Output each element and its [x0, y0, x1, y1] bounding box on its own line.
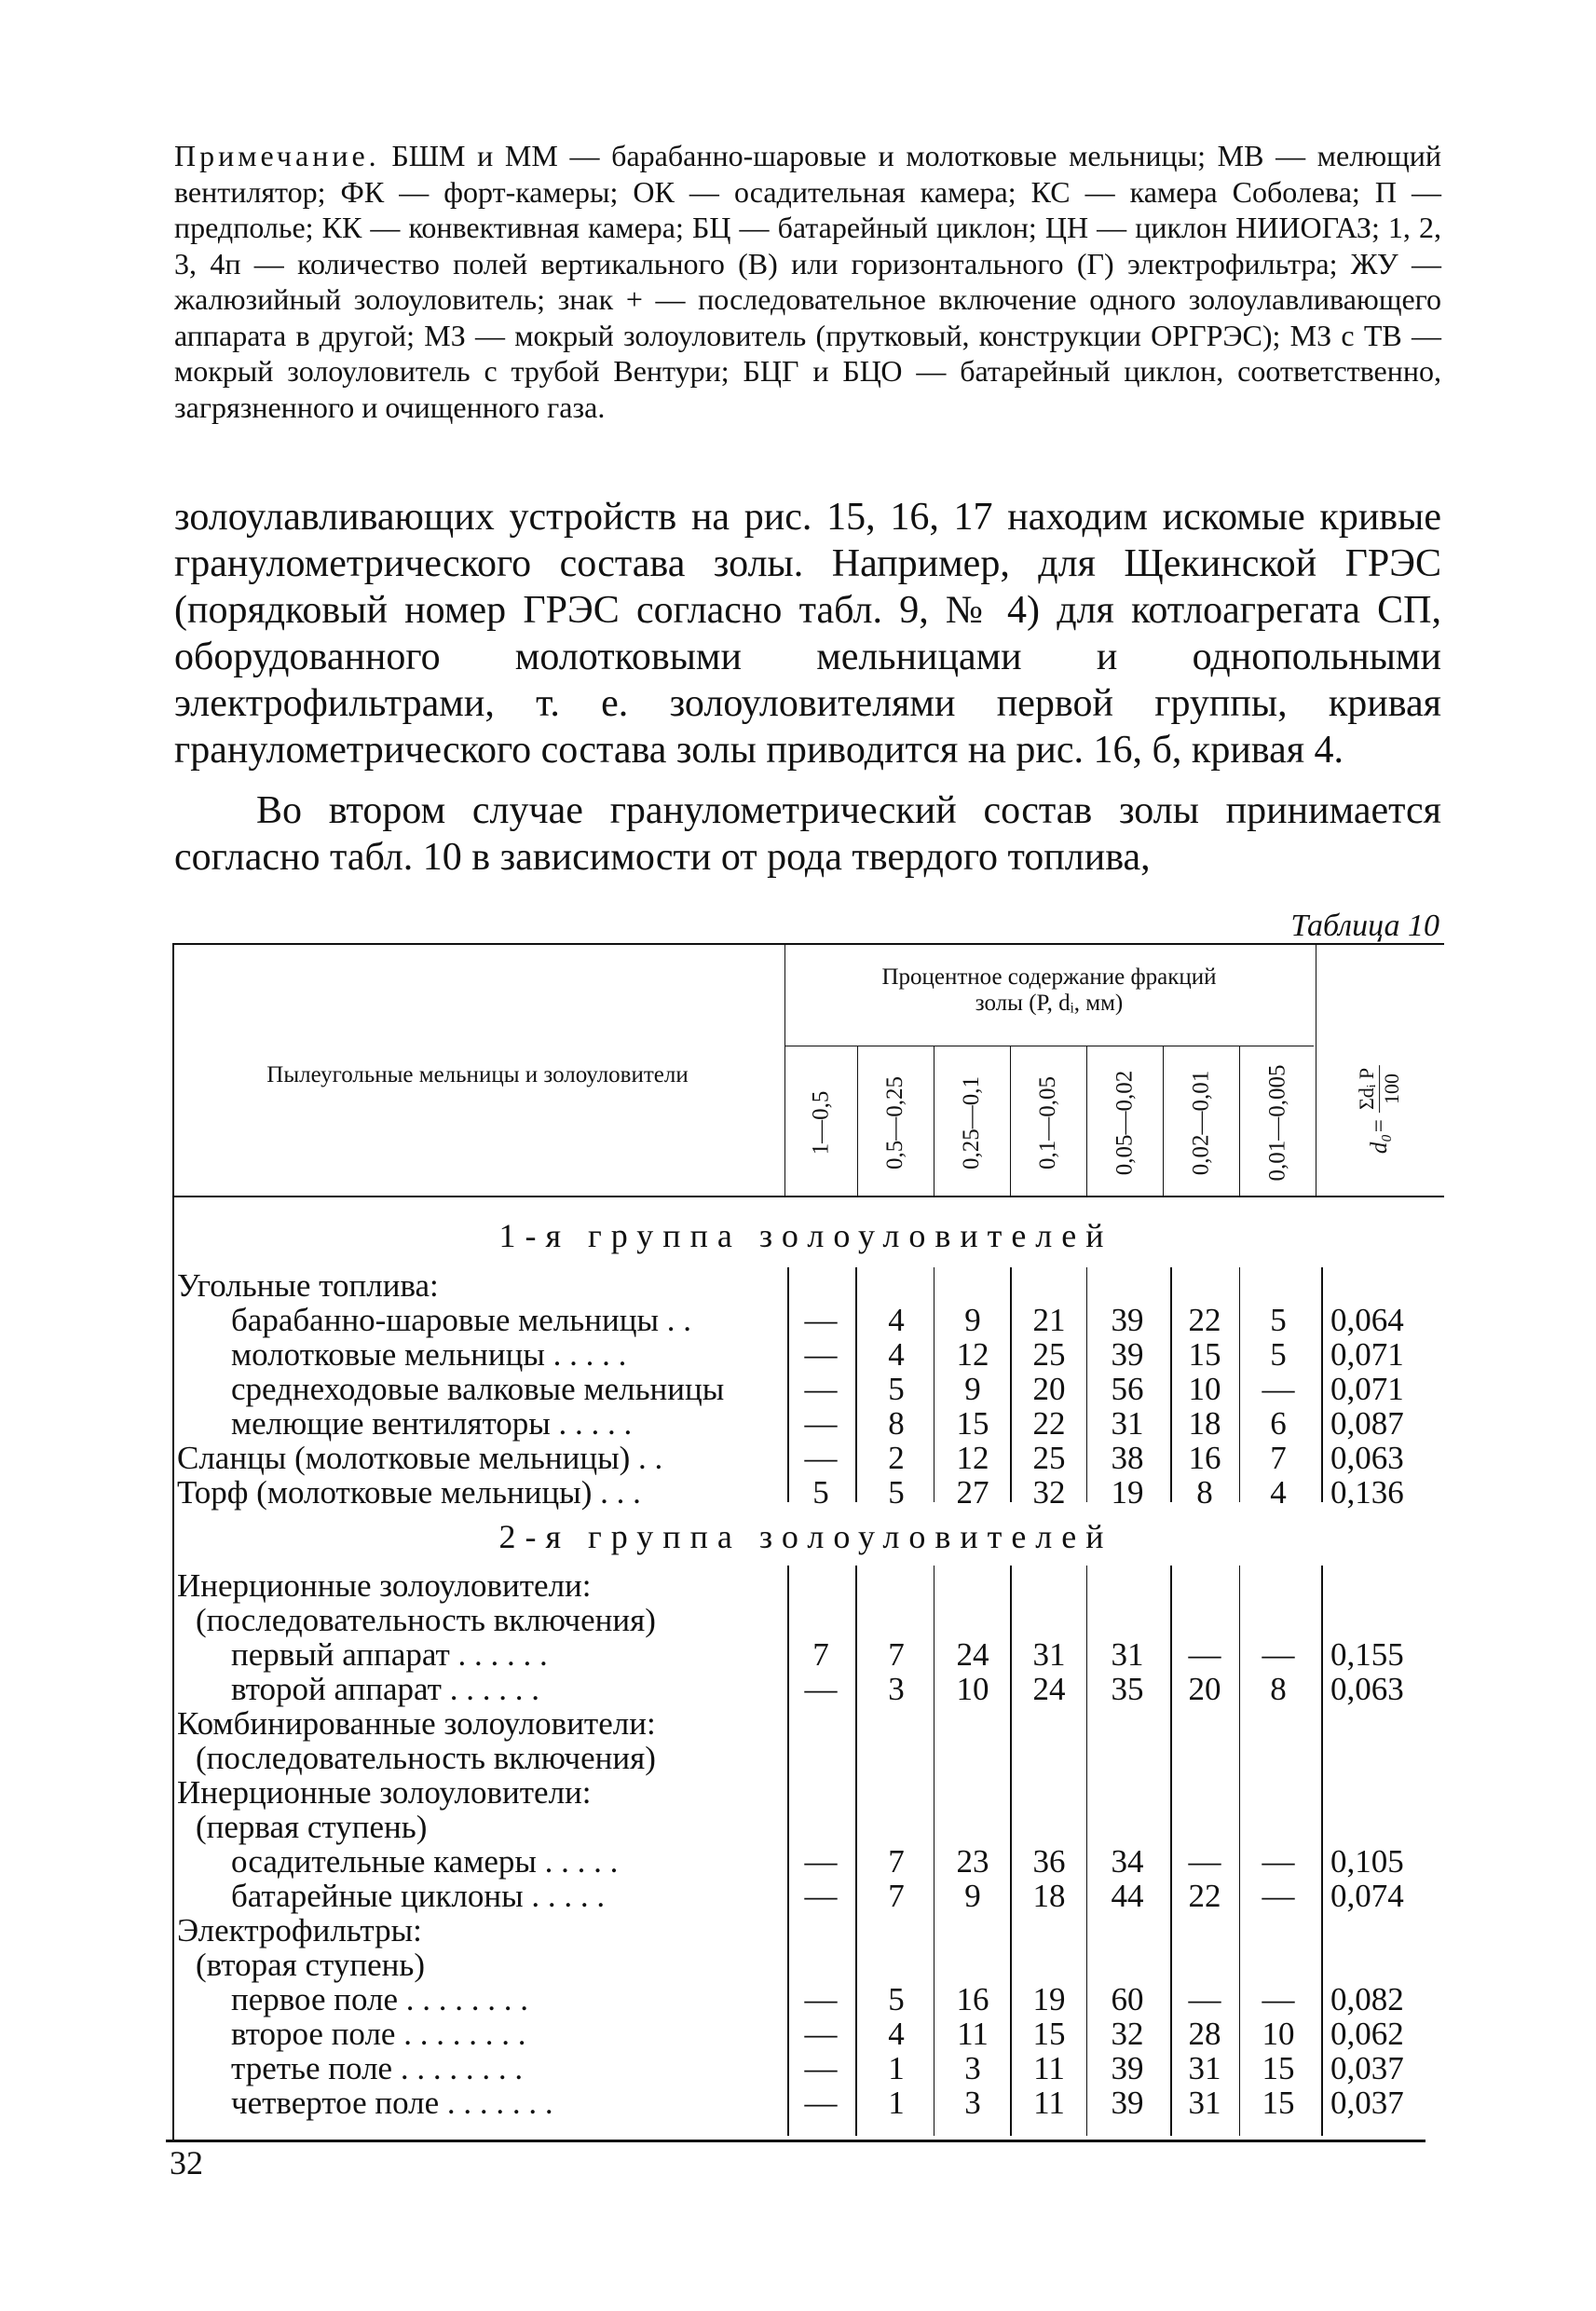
fraction-cell: —	[804, 1440, 838, 1476]
header-rule-v5	[1086, 1046, 1087, 1197]
fraction-cell: 22	[1188, 1302, 1221, 1338]
fraction-cell: 12	[956, 1440, 989, 1476]
d0-cell: 0,074	[1330, 1878, 1404, 1914]
table-row	[177, 2052, 1435, 2085]
fraction-cell: 23	[956, 1843, 989, 1880]
footnote	[174, 138, 1441, 425]
fraction-header-3: 0,1—0,05	[1035, 1076, 1060, 1169]
fraction-cell: —	[804, 2016, 838, 2052]
row-label: Комбинированные золоуловители:	[177, 1705, 656, 1742]
fraction-cell: 22	[1032, 1405, 1066, 1442]
fraction-cell: 10	[956, 1671, 989, 1707]
table-row	[177, 1442, 1435, 1475]
fraction-cell: 39	[1111, 1336, 1144, 1373]
fraction-cell: 31	[1032, 1636, 1066, 1673]
table-row	[177, 2017, 1435, 2051]
fraction-cell: —	[1262, 1371, 1295, 1407]
row-label: осадительные камеры . . . . .	[231, 1843, 619, 1880]
group2-title: 2-я группа золоуловителей	[498, 1518, 1113, 1555]
fraction-cell: 56	[1111, 1371, 1144, 1407]
row-label: (вторая ступень)	[196, 1947, 426, 1983]
fraction-cell: 15	[1188, 1336, 1221, 1373]
note-text: БШМ и ММ — барабанно-шаровые и молотковые мельницы; МВ — мелющий вентилятор; ФК — форт-камеры; ОК — осадительная камера; КС — камера Соболева; П — предполье; КК — конвективная камера; БЦ — батарейный циклон; ЦН — циклон НИИОГАЗ; 1, 2, 3, 4п — количество полей вертикального (В) или горизонтального (Г) электрофильтра; ЖУ — жалюзийный золоуловитель; знак + — последовательное включение одного золоулавливающего аппарата в другой; МЗ — мокрый золоуловитель (прутковый, конструкции ОРГРЭС); МЗ с ТВ — мокрый золоуловитель с трубой Вентури; БЦГ и БЦО — батарейный циклон, соответственно, загрязненного и очищенного газа.	[174, 139, 1442, 424]
table-row	[177, 1707, 1435, 1741]
header-rule-v2	[857, 1046, 858, 1197]
table-row	[177, 1811, 1435, 1844]
row-label: четвертое поле . . . . . . .	[231, 2085, 553, 2121]
fraction-cell: 31	[1111, 1405, 1144, 1442]
fraction-cell: 39	[1111, 2050, 1144, 2086]
fraction-cell: 1	[888, 2050, 905, 2086]
fraction-cell: 9	[964, 1371, 981, 1407]
fraction-cell: 25	[1032, 1336, 1066, 1373]
d0-cell: 0,155	[1330, 1636, 1404, 1673]
table-row	[177, 1269, 1435, 1303]
body-paragraph-1: золоулавливающих устройств на рис. 15, 16, 17 находим искомые кривые гранулометрического состава золы. Например, для Щекинской ГРЭС (порядковый номер ГРЭС согласно табл. 9, № 4) для котлоагрегата СП, оборудованного молотковыми мельницами и однопольными электрофильтрами, т. е. золоуловителями первой группы, кривая гранулометрического состава золы приводится на рис. 16, б, кривая 4.	[174, 496, 1441, 772]
d0-cell: 0,105	[1330, 1843, 1404, 1880]
row-label: мелющие вентиляторы . . . . .	[231, 1405, 633, 1442]
fraction-cell: 27	[956, 1474, 989, 1511]
fraction-cell: 4	[888, 2016, 905, 2052]
fraction-cell: 31	[1188, 2085, 1221, 2121]
fraction-cell: 4	[888, 1302, 905, 1338]
fraction-cell: 5	[888, 1474, 905, 1511]
row-label: (первая ступень)	[196, 1809, 428, 1845]
table-header-rule	[172, 1196, 1444, 1197]
row-label: (последовательность включения)	[196, 1740, 656, 1776]
table-row	[177, 1476, 1435, 1510]
fraction-cell: 5	[1270, 1336, 1287, 1373]
fraction-cell: 7	[888, 1878, 905, 1914]
fraction-cell: 15	[956, 1405, 989, 1442]
header-rule-v6	[1163, 1046, 1164, 1197]
fraction-cell: 25	[1032, 1440, 1066, 1476]
table-top-rule	[172, 943, 1444, 945]
row-label: первый аппарат . . . . . .	[231, 1636, 548, 1673]
fraction-cell: 19	[1111, 1474, 1144, 1511]
table-row	[177, 1304, 1435, 1337]
fraction-cell: 10	[1262, 2016, 1295, 2052]
fraction-cell: 9	[964, 1878, 981, 1914]
row-label: молотковые мельницы . . . . .	[231, 1336, 627, 1373]
fraction-cell: 22	[1188, 1878, 1221, 1914]
table-row	[177, 1742, 1435, 1775]
fraction-cell: 32	[1032, 1474, 1066, 1511]
fraction-cell: 2	[888, 1440, 905, 1476]
table-row	[177, 2086, 1435, 2120]
fraction-cell: —	[1262, 1981, 1295, 2017]
fraction-cell: 5	[888, 1371, 905, 1407]
d0-cell: 0,063	[1330, 1440, 1404, 1476]
fraction-cell: 4	[1270, 1474, 1287, 1511]
row-label: Сланцы (молотковые мельницы) . .	[177, 1440, 663, 1476]
fraction-cell: 34	[1111, 1843, 1144, 1880]
row-label: второе поле . . . . . . . .	[231, 2016, 526, 2052]
table-bottom-rule	[166, 2140, 1425, 2142]
d0-header	[1325, 1025, 1435, 1193]
fraction-cell: —	[804, 1671, 838, 1707]
fraction-cell: 3	[964, 2085, 981, 2121]
table-row	[177, 1638, 1435, 1672]
fraction-cell: 24	[956, 1636, 989, 1673]
table-row	[177, 1673, 1435, 1706]
fraction-cell: 18	[1188, 1405, 1221, 1442]
fraction-cell: 35	[1111, 1671, 1144, 1707]
fraction-cell: 7	[888, 1843, 905, 1880]
row-label: Инерционные золоуловители:	[177, 1567, 592, 1604]
body-paragraph-2: Во втором случае гранулометрический состав золы принимается согласно табл. 10 в зависимости от рода твердого топлива,	[174, 789, 1441, 879]
row-label: второй аппарат . . . . . .	[231, 1671, 539, 1707]
fraction-cell: —	[1262, 1878, 1295, 1914]
fraction-cell: 60	[1111, 1981, 1144, 2017]
fraction-cell: 8	[888, 1405, 905, 1442]
fraction-cell: 44	[1111, 1878, 1144, 1914]
fraction-cell: —	[1262, 1843, 1295, 1880]
d0-cell: 0,136	[1330, 1474, 1404, 1511]
page-number: 32	[170, 2144, 203, 2181]
fraction-cell: 4	[888, 1336, 905, 1373]
row-label: среднеходовые валковые мельницы	[231, 1371, 725, 1407]
fraction-cell: 24	[1032, 1671, 1066, 1707]
fraction-cell: 38	[1111, 1440, 1144, 1476]
fraction-cell: 15	[1032, 2016, 1066, 2052]
fraction-cell: —	[804, 1302, 838, 1338]
fraction-cell: 3	[888, 1671, 905, 1707]
fraction-header-1: 0,5—0,25	[882, 1076, 907, 1169]
fraction-cell: 7	[888, 1636, 905, 1673]
header-rule-v1	[784, 943, 785, 1197]
fraction-cell: —	[804, 1371, 838, 1407]
fraction-cell: 16	[1188, 1440, 1221, 1476]
d0-cell: 0,062	[1330, 2016, 1404, 2052]
d0-denominator: 100	[1380, 1073, 1404, 1104]
fraction-cell: —	[804, 1336, 838, 1373]
fraction-cell: —	[804, 1843, 838, 1880]
row-label: Угольные топлива:	[177, 1267, 439, 1304]
row-label: батарейные циклоны . . . . .	[231, 1878, 606, 1914]
fraction-cell: —	[804, 2050, 838, 2086]
d0-cell: 0,063	[1330, 1671, 1404, 1707]
fraction-cell: 15	[1262, 2050, 1295, 2086]
fraction-cell: 32	[1111, 2016, 1144, 2052]
fraction-header-5: 0,02—0,01	[1188, 1070, 1213, 1176]
fraction-cell: 7	[1270, 1440, 1287, 1476]
fraction-cell: 19	[1032, 1981, 1066, 2017]
fraction-cell: 11	[1033, 2085, 1065, 2121]
fraction-cell: —	[1262, 1636, 1295, 1673]
fraction-cell: —	[1188, 1636, 1221, 1673]
row-label: третье поле . . . . . . . .	[231, 2050, 524, 2086]
fraction-header-0: 1—0,5	[808, 1090, 833, 1156]
table-row	[177, 1949, 1435, 1982]
fraction-cell: 6	[1270, 1405, 1287, 1442]
fraction-header-4: 0,05—0,02	[1112, 1070, 1137, 1176]
table-left-rule	[172, 943, 174, 2141]
d0-cell: 0,037	[1330, 2050, 1404, 2086]
table-row	[177, 1407, 1435, 1441]
row-label: Торф (молотковые мельницы) . . .	[177, 1474, 641, 1511]
fraction-cell: 3	[964, 2050, 981, 2086]
table-row	[177, 1845, 1435, 1879]
fraction-cell: 20	[1188, 1671, 1221, 1707]
fraction-cell: —	[804, 1981, 838, 2017]
fraction-cell: 39	[1111, 2085, 1144, 2121]
fraction-cell: —	[804, 2085, 838, 2121]
row-label: Инерционные золоуловители:	[177, 1774, 592, 1811]
fraction-group-header-line2: золы (P, dᵢ, мм)	[975, 991, 1124, 1016]
table-header-left: Пылеугольные мельницы и золоуловители	[266, 1062, 689, 1087]
note-lead: Примечание.	[174, 139, 380, 172]
fraction-cell: 8	[1270, 1671, 1287, 1707]
fraction-cell: 15	[1262, 2085, 1295, 2121]
fraction-cell: 39	[1111, 1302, 1144, 1338]
row-label: барабанно-шаровые мельницы . .	[231, 1302, 691, 1338]
fraction-cell: 5	[888, 1981, 905, 2017]
table-row	[177, 1569, 1435, 1603]
fraction-cell: 11	[957, 2016, 989, 2052]
header-rule-v4	[1010, 1046, 1011, 1197]
fraction-cell: —	[804, 1405, 838, 1442]
fraction-header-6: 0,01—0,005	[1264, 1064, 1289, 1182]
fraction-cell: 12	[956, 1336, 989, 1373]
table-row	[177, 1373, 1435, 1406]
header-rule-v7	[1239, 1046, 1240, 1197]
table-row	[177, 1604, 1435, 1637]
d0-cell: 0,082	[1330, 1981, 1404, 2017]
fraction-cell: 1	[888, 2085, 905, 2121]
table-row	[177, 1983, 1435, 2017]
fraction-cell: 5	[1270, 1302, 1287, 1338]
table-row	[177, 1914, 1435, 1948]
fraction-cell: 28	[1188, 2016, 1221, 2052]
fraction-cell: 8	[1196, 1474, 1213, 1511]
d0-lhs: d₀=	[1366, 1117, 1392, 1154]
fraction-cell: 10	[1188, 1371, 1221, 1407]
fraction-cell: 7	[812, 1636, 829, 1673]
fraction-cell: 9	[964, 1302, 981, 1338]
d0-cell: 0,037	[1330, 2085, 1404, 2121]
fraction-cell: 16	[956, 1981, 989, 2017]
row-label: первое поле . . . . . . . .	[231, 1981, 529, 2017]
fraction-header-2: 0,25—0,1	[959, 1076, 984, 1169]
group1-title: 1-я группа золоуловителей	[498, 1217, 1113, 1254]
fraction-cell: 36	[1032, 1843, 1066, 1880]
table-row	[177, 1880, 1435, 1913]
table-row	[177, 1338, 1435, 1372]
fraction-cell: —	[1188, 1843, 1221, 1880]
fraction-cell: 11	[1033, 2050, 1065, 2086]
fraction-group-header	[788, 964, 1310, 1017]
d0-numerator: Σdᵢ P	[1355, 1064, 1380, 1112]
fraction-cell: —	[804, 1878, 838, 1914]
fraction-cell: 20	[1032, 1371, 1066, 1407]
table-row	[177, 1776, 1435, 1810]
fraction-cell: 18	[1032, 1878, 1066, 1914]
d0-cell: 0,071	[1330, 1336, 1404, 1373]
fraction-cell: —	[1188, 1981, 1221, 2017]
fraction-cell: 5	[812, 1474, 829, 1511]
d0-cell: 0,064	[1330, 1302, 1404, 1338]
d0-cell: 0,071	[1330, 1371, 1404, 1407]
fraction-cell: 31	[1111, 1636, 1144, 1673]
row-label: (последовательность включения)	[196, 1602, 656, 1638]
d0-cell: 0,087	[1330, 1405, 1404, 1442]
fraction-cell: 21	[1032, 1302, 1066, 1338]
table-caption: Таблица 10	[1290, 909, 1439, 943]
fraction-cell: 31	[1188, 2050, 1221, 2086]
fraction-group-header-line1: Процентное содержание фракций	[881, 964, 1217, 990]
row-label: Электрофильтры:	[177, 1912, 422, 1949]
